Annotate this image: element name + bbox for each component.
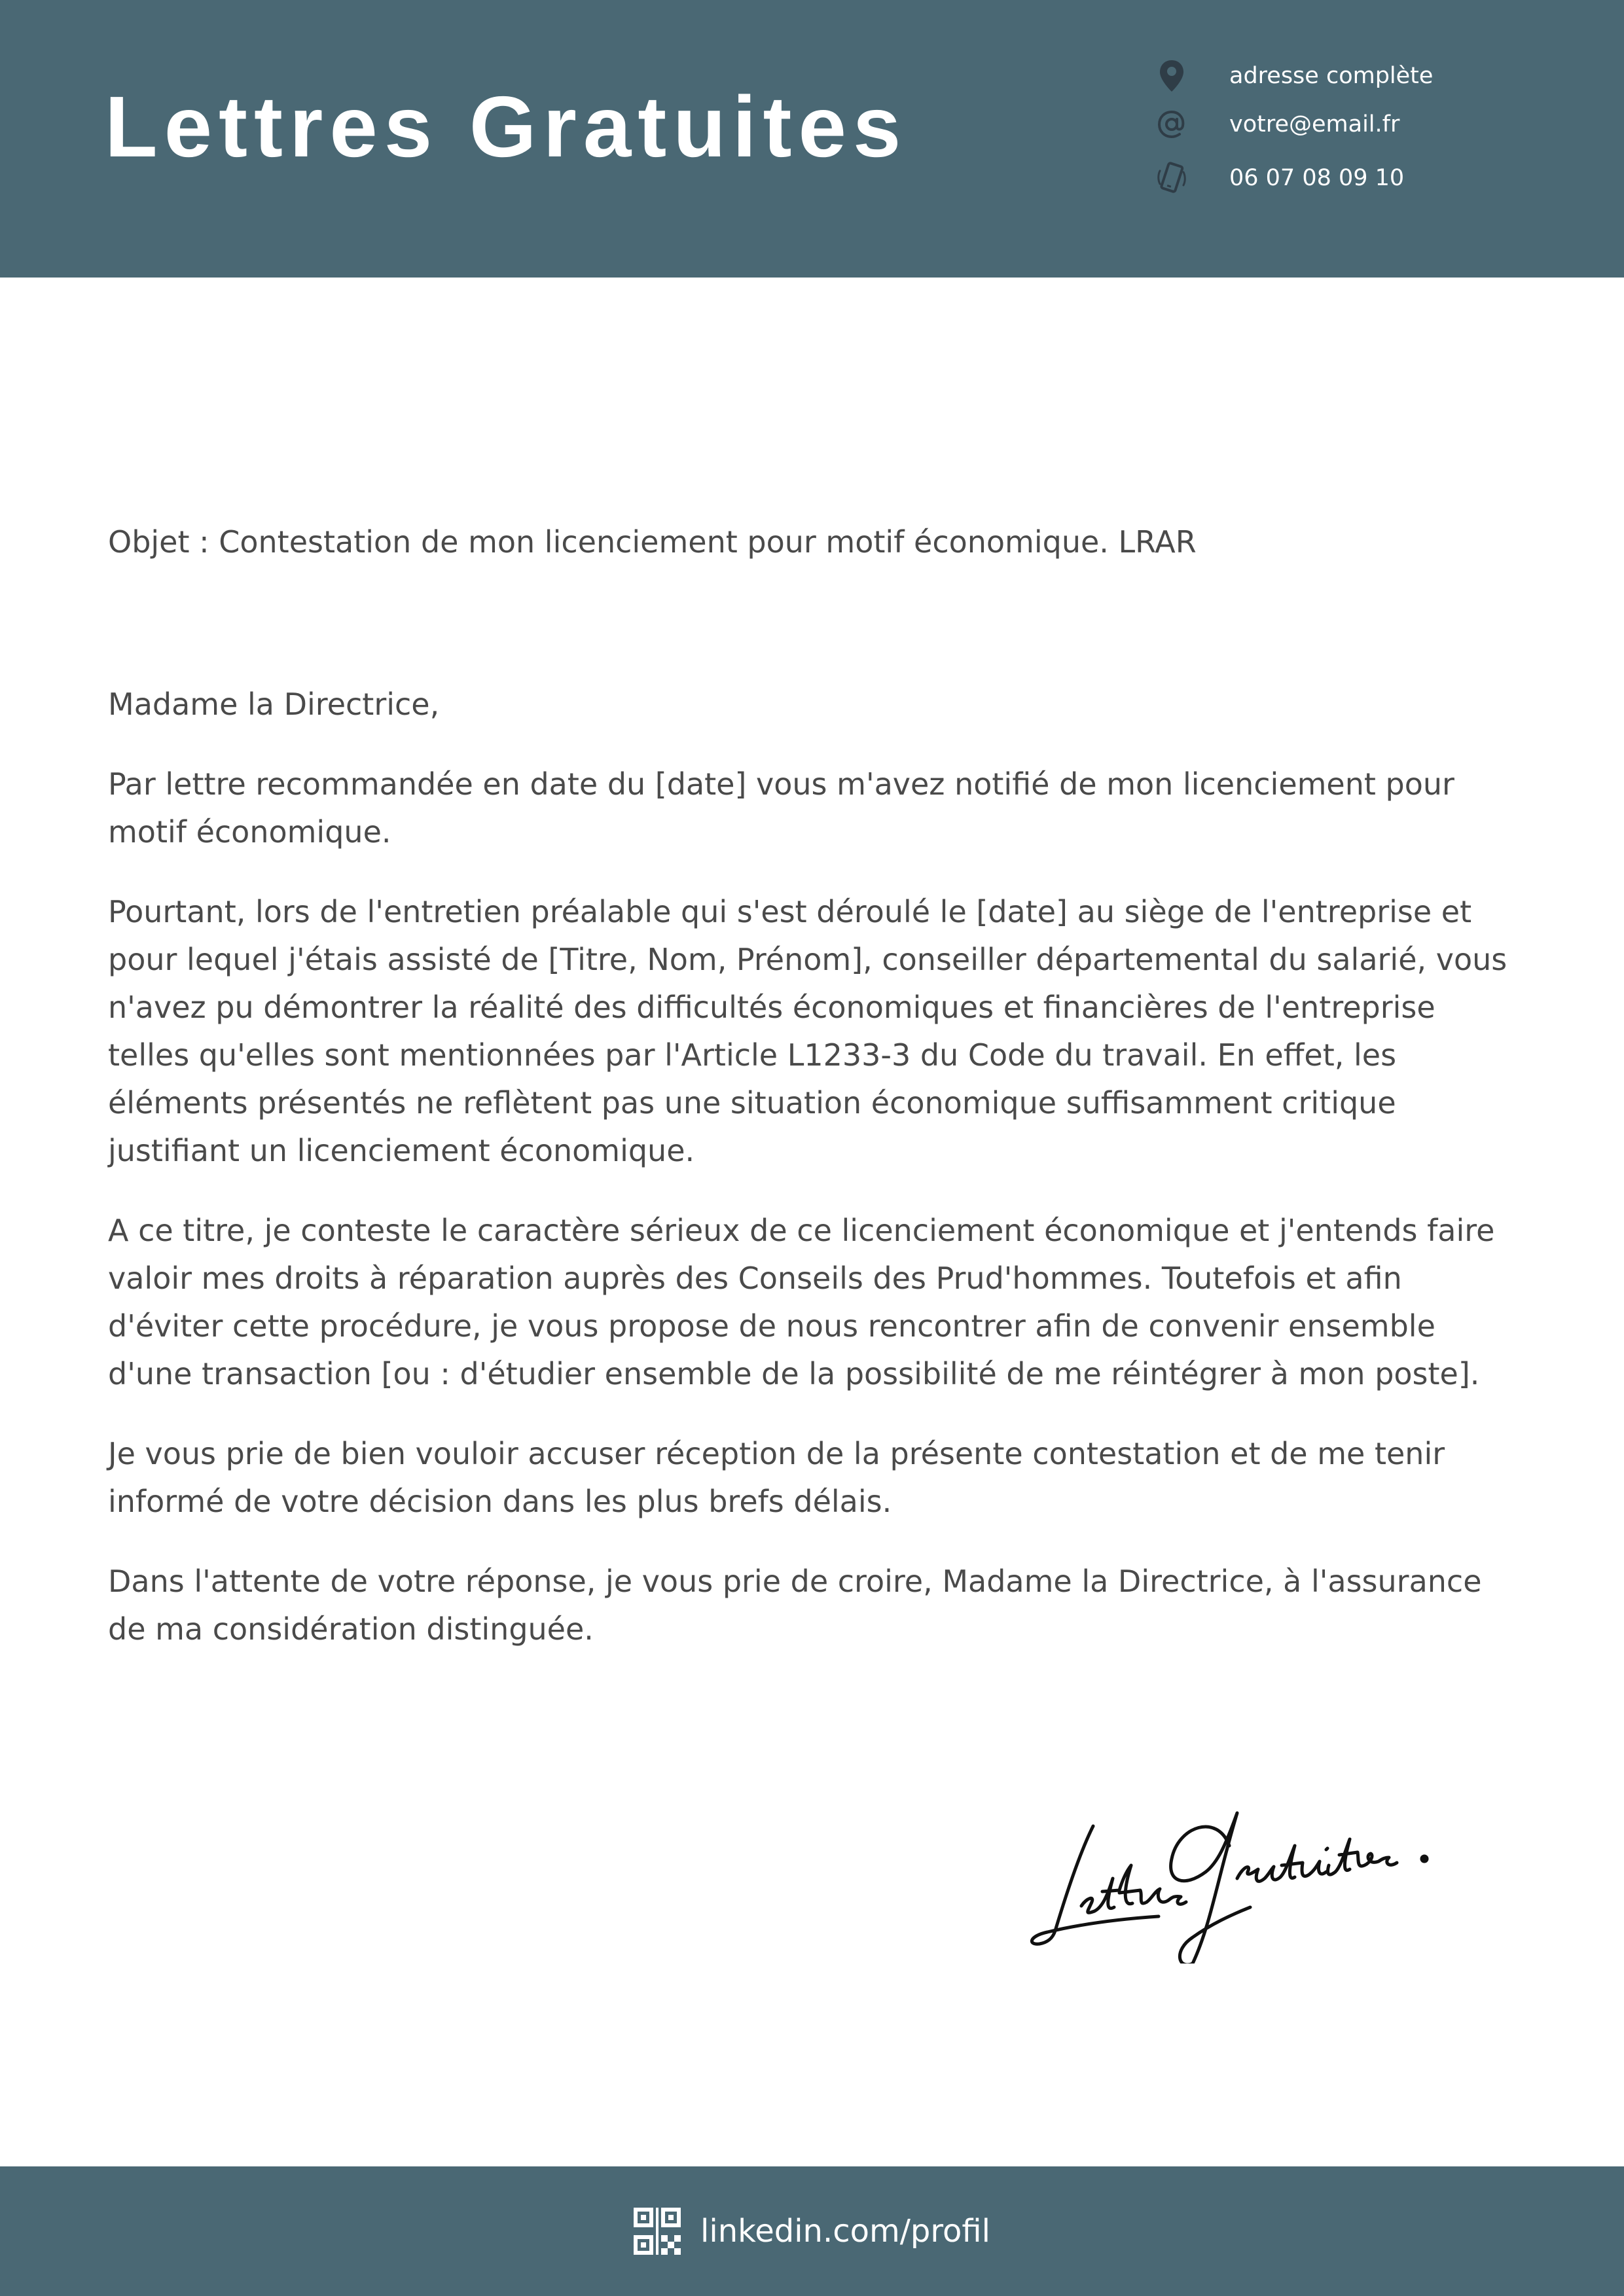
- location-pin-icon: [1152, 56, 1191, 96]
- header-band: [0, 0, 1624, 278]
- contact-address: [1152, 55, 1434, 97]
- linkedin-link[interactable]: linkedin.com/profil: [700, 2213, 990, 2250]
- contact-email: [1152, 103, 1400, 145]
- letter-paragraph: Dans l'attente de votre réponse, je vous prie de croire, Madame la Directrice, à l'assurance de ma considération distinguée.: [108, 1564, 1482, 1647]
- at-sign-icon: [1152, 105, 1191, 144]
- phone-icon: [1152, 158, 1191, 198]
- letter-subject: Objet : Contestation de mon licenciement pour motif économique. LRAR: [108, 524, 1197, 560]
- email-text: votre@email.fr: [1229, 111, 1400, 137]
- letter-paragraph: Par lettre recommandée en date du [date] vous m'avez notifié de mon licenciement pour motif économique.: [108, 766, 1454, 850]
- phone-text: 06 07 08 09 10: [1229, 165, 1405, 191]
- address-text: adresse complète: [1229, 63, 1434, 89]
- sender-name: Lettres Gratuites: [105, 79, 908, 175]
- footer-band: [0, 2166, 1624, 2296]
- letter-body: [108, 761, 1522, 1685]
- letter-paragraph: Pourtant, lors de l'entretien préalable qui s'est déroulé le [date] au siège de l'entreprise et pour lequel j'étais assisté de [Titre, Nom, Prénom], conseiller départemental du salarié, vous n'avez pu démontrer la réalité des difficultés économiques et financières de l'entreprise telles qu'elles sont mentionnées par l'Article L1233-3 du Code du travail. En effet, les éléments présentés ne reflètent pas une situation économique suffisamment critique justifiant un licenciement économique.: [108, 894, 1507, 1168]
- qr-code-icon: [634, 2208, 681, 2255]
- letter-paragraph: Je vous prie de bien vouloir accuser réception de la présente contestation et de me tenir informé de votre décision dans les plus brefs délais.: [108, 1436, 1445, 1519]
- footer-content: [0, 2166, 1624, 2296]
- letter-salutation: Madame la Directrice,: [108, 687, 440, 722]
- contact-phone: [1152, 157, 1405, 199]
- handwritten-signature: [1021, 1767, 1453, 1964]
- letter-paragraph: A ce titre, je conteste le caractère sérieux de ce licenciement économique et j'entends faire valoir mes droits à réparation auprès des Conseils des Prud'hommes. Toutefois et afin d'éviter cette procédure, je vous propose de nous rencontrer afin de convenir ensemble d'une transaction [ou : d'étudier ensemble de la possibilité de me réintégrer à mon poste].: [108, 1213, 1495, 1391]
